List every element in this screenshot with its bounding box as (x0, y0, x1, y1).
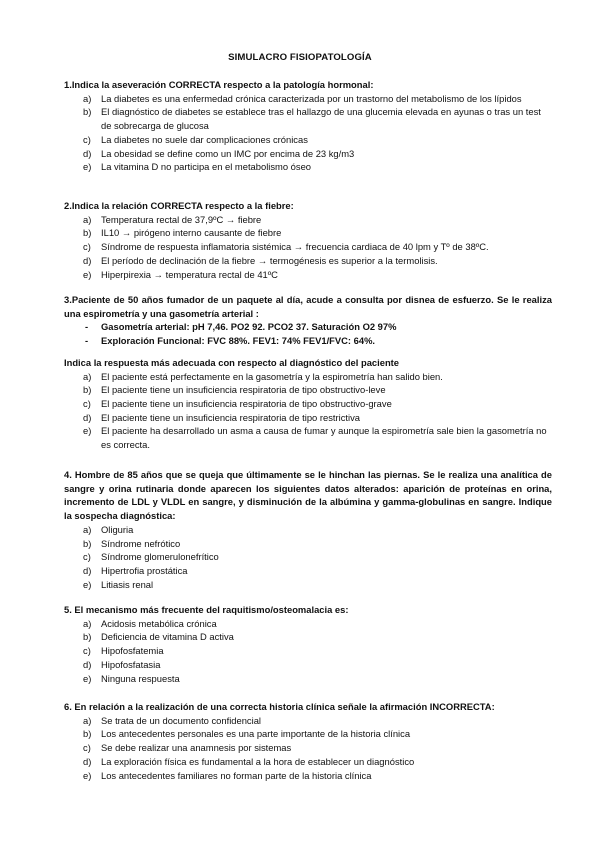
option-b (64, 383, 552, 397)
subquestion-text: Indica la respuesta más adecuada con respecto al diagnóstico del paciente (64, 356, 400, 368)
option-e (64, 672, 552, 686)
option-letter: a) (83, 213, 92, 225)
option-d (64, 564, 552, 578)
option-text: Síndrome glomerulonefrítico (101, 551, 219, 563)
option-letter: d) (83, 755, 92, 767)
option-text: El paciente ha desarrollado un asma a causa de fumar y aunque la espirometría sale bien la gasometría no es correcta. (101, 425, 547, 451)
option-letter: d) (83, 564, 92, 576)
question-text: 3.Paciente de 50 años fumador de un paquete al día, acude a consulta por disnea de esfuerzo. Se le realiza una espirometría y una gasometría arterial : (64, 294, 552, 319)
option-text: Deficiencia de vitamina D activa (101, 631, 234, 643)
option-text: Acidosis metabólica crónica (101, 617, 217, 629)
option-b (64, 630, 552, 644)
option-letter: b) (83, 728, 92, 740)
bullet-text: Gasometría arterial: pH 7,46. PO2 92. PCO2 37. Saturación O2 97% (101, 321, 397, 333)
bullet-item (64, 334, 552, 348)
option-text: Oliguria (101, 523, 134, 535)
option-letter: b) (83, 537, 92, 549)
question-3 (64, 293, 552, 452)
option-text: La vitamina D no participa en el metabolismo óseo (101, 161, 312, 173)
question-2 (64, 199, 552, 281)
option-c (64, 240, 552, 254)
question-6 (64, 700, 552, 782)
option-letter: b) (83, 106, 92, 118)
option-d (64, 411, 552, 425)
option-text: Hiperpirexia → temperatura rectal de 41ºC (101, 268, 278, 280)
option-text: Síndrome nefrótico (101, 537, 181, 549)
option-text: El paciente tiene un insuficiencia respiratoria de tipo obstructivo-leve (101, 384, 386, 396)
option-letter: a) (83, 92, 92, 104)
option-b (64, 105, 552, 132)
question-1 (64, 78, 552, 174)
option-letter: d) (83, 147, 92, 159)
option-list (64, 92, 552, 174)
option-letter: a) (83, 370, 92, 382)
option-c (64, 397, 552, 411)
question-text: 5. El mecanismo más frecuente del raquitismo/osteomalacia es: (64, 604, 349, 615)
bullet-list (64, 320, 552, 347)
option-text: La diabetes no suele dar complicaciones crónicas (101, 133, 308, 145)
option-c (64, 741, 552, 755)
option-text: El período de declinación de la fiebre → termogénesis es superior a la termolisis. (101, 254, 438, 266)
option-b (64, 226, 552, 240)
option-text: El paciente tiene un insuficiencia respiratoria de tipo restrictiva (101, 411, 360, 423)
option-a (64, 714, 552, 728)
option-text: La diabetes es una enfermedad crónica caracterizada por un trastorno del metabolismo de los lípidos (101, 92, 522, 104)
option-letter: c) (83, 551, 91, 563)
option-letter: d) (83, 411, 92, 423)
option-letter: e) (83, 769, 92, 781)
option-text: Temperatura rectal de 37,9ºC → fiebre (101, 213, 262, 225)
option-letter: c) (83, 397, 91, 409)
option-text: Síndrome de respuesta inflamatoria sistémica → frecuencia cardiaca de 40 lpm y Tº de 38ºC. (101, 241, 489, 253)
option-list (64, 714, 552, 783)
page-title: SIMULACRO FISIOPATOLOGÍA (228, 52, 372, 63)
option-a (64, 370, 552, 384)
bullet-mark: - (85, 335, 89, 347)
option-text: Hipofosfatemia (101, 645, 164, 657)
question-text: 6. En relación a la realización de una correcta historia clínica señale la afirmación INCORRECTA: (64, 701, 495, 712)
option-text: El paciente tiene un insuficiencia respiratoria de tipo obstructivo-grave (101, 397, 392, 409)
option-letter: c) (83, 645, 91, 657)
option-text: La exploración física es fundamental a la hora de establecer un diagnóstico (101, 755, 415, 767)
option-a (64, 213, 552, 227)
option-b (64, 727, 552, 741)
option-text: Ninguna respuesta (101, 672, 180, 684)
bullet-item (64, 320, 552, 334)
bullet-mark: - (85, 321, 89, 333)
question-text: 1.Indica la aseveración CORRECTA respecto a la patología hormonal: (64, 79, 374, 90)
option-d (64, 658, 552, 672)
option-letter: a) (83, 714, 92, 726)
option-text: Litiasis renal (101, 578, 154, 590)
option-e (64, 578, 552, 592)
question-text: 2.Indica la relación CORRECTA respecto a la fiebre: (64, 200, 294, 211)
option-text: Se trata de un documento confidencial (101, 714, 262, 726)
option-e (64, 769, 552, 783)
option-c (64, 550, 552, 564)
bullet-text: Exploración Funcional: FVC 88%. FEV1: 74% FEV1/FVC: 64%. (101, 335, 376, 347)
option-text: Los antecedentes personales es una parte importante de la historia clínica (101, 728, 411, 740)
option-text: Los antecedentes familiares no forman parte de la historia clínica (101, 769, 372, 781)
question-5 (64, 603, 552, 685)
option-d (64, 254, 552, 268)
option-a (64, 617, 552, 631)
option-list (64, 523, 552, 592)
option-a (64, 92, 552, 106)
option-text: Se debe realizar una anamnesis por sistemas (101, 742, 292, 754)
option-letter: c) (83, 742, 91, 754)
option-text: El diagnóstico de diabetes se establece tras el hallazgo de una glucemia elevada en ayunas o tras un test de sobrecarga de glucosa (101, 106, 541, 132)
option-letter: b) (83, 384, 92, 396)
option-e (64, 160, 552, 174)
option-list (64, 213, 552, 282)
option-letter: e) (83, 425, 92, 437)
option-text: IL10 → pirógeno interno causante de fiebre (101, 227, 282, 239)
option-d (64, 147, 552, 161)
option-letter: c) (83, 241, 91, 253)
option-letter: c) (83, 133, 91, 145)
option-c (64, 644, 552, 658)
option-text: Hipofosfatasia (101, 658, 161, 670)
option-b (64, 537, 552, 551)
option-letter: e) (83, 268, 92, 280)
option-letter: d) (83, 658, 92, 670)
option-letter: a) (83, 617, 92, 629)
option-e (64, 424, 552, 451)
option-letter: e) (83, 672, 92, 684)
option-c (64, 133, 552, 147)
option-letter: a) (83, 523, 92, 535)
option-letter: b) (83, 227, 92, 239)
option-text: Hipertrofia prostática (101, 564, 188, 576)
option-a (64, 523, 552, 537)
option-letter: b) (83, 631, 92, 643)
option-d (64, 755, 552, 769)
option-list (64, 617, 552, 686)
option-text: La obesidad se define como un IMC por encima de 23 kg/m3 (101, 147, 355, 159)
question-4 (64, 468, 552, 591)
option-e (64, 268, 552, 282)
option-letter: d) (83, 254, 92, 266)
option-list (64, 370, 552, 452)
option-letter: e) (83, 161, 92, 173)
question-text: 4. Hombre de 85 años que se queja que últimamente se le hinchan las piernas. Se le realiza una analítica de sangre y orina rutinaria donde aparecen los siguientes datos alterados: aparición de proteínas en orina, incremento de LDL y VLDL en sangre, y disminución de la albúmina y gamma-globulinas en sangre. Indique la sospecha diagnóstica: (64, 469, 552, 522)
option-letter: e) (83, 578, 92, 590)
option-text: El paciente está perfectamente en la gasometría y la espirometría han salido bien. (101, 370, 443, 382)
